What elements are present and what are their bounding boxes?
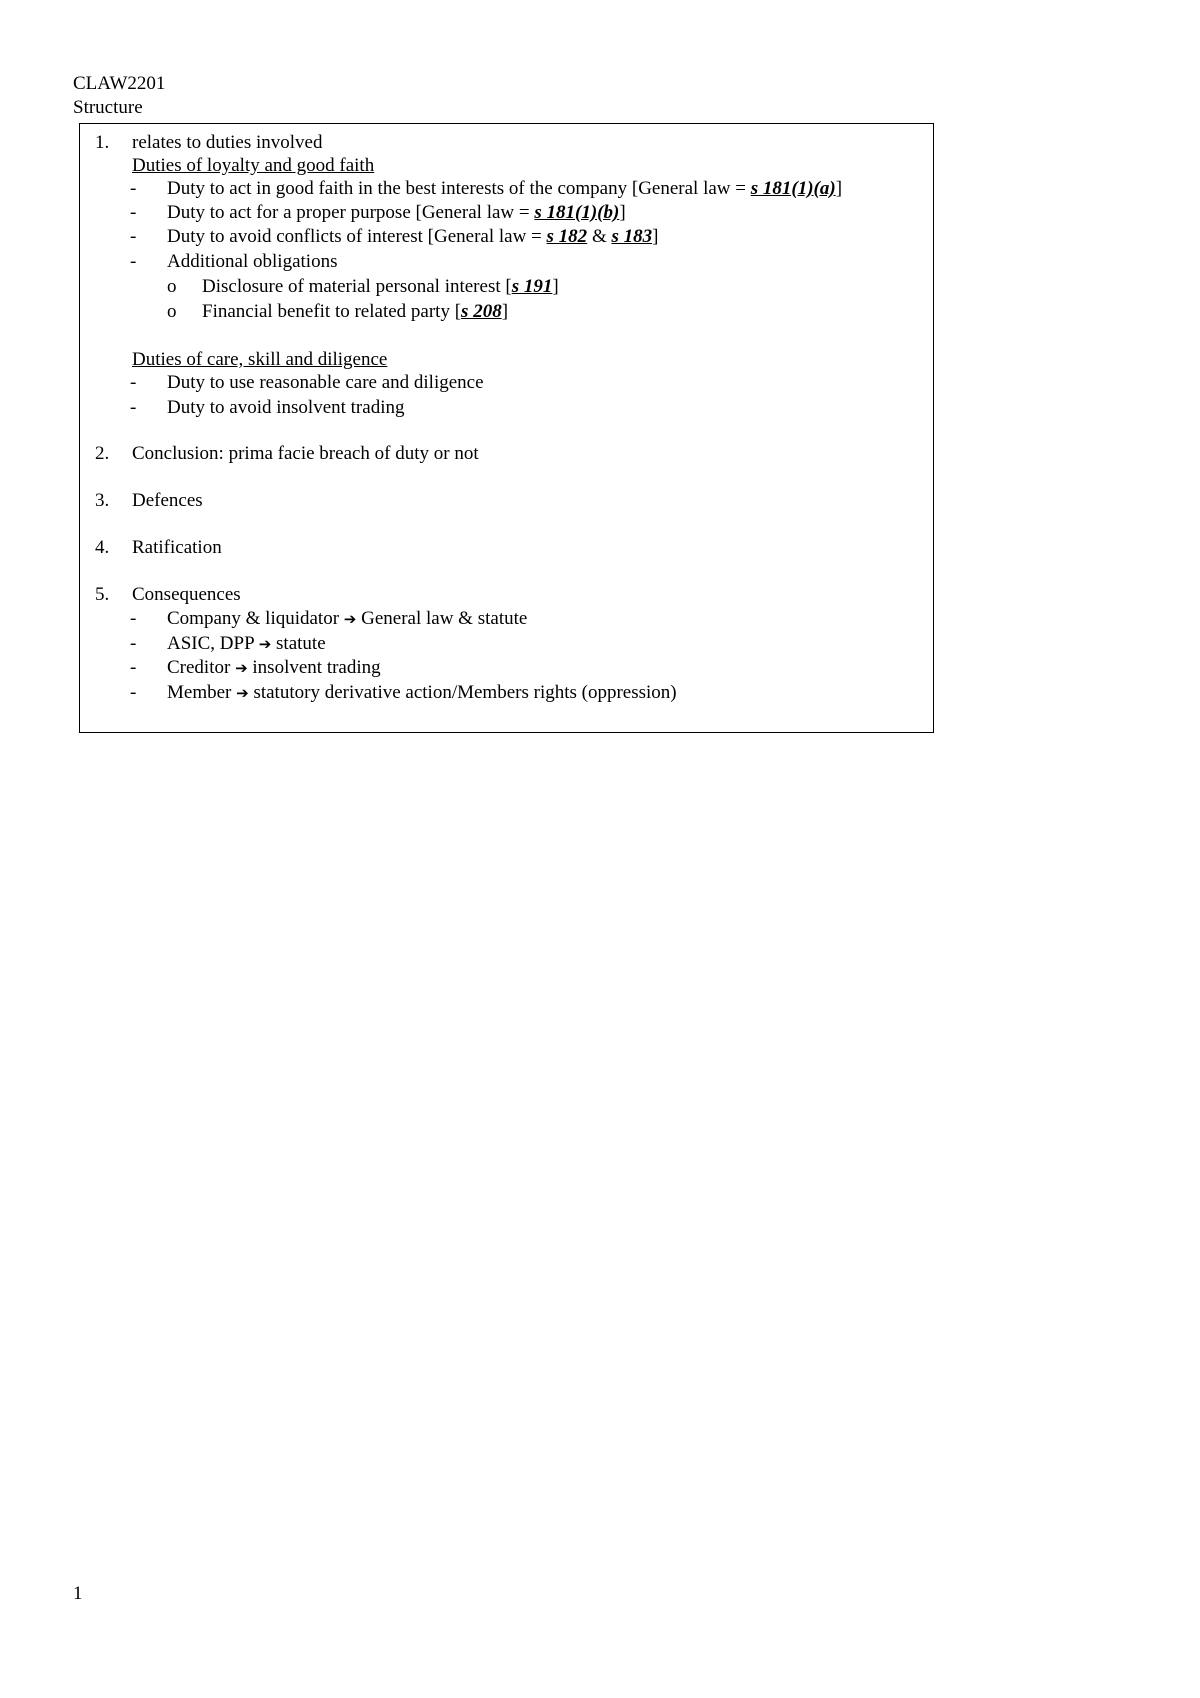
section-reference: s 183 <box>611 226 653 247</box>
dash-marker: - <box>130 633 137 654</box>
right-arrow-icon: ➔ <box>343 610 357 628</box>
dash-marker: - <box>130 682 137 703</box>
bullet-marker: o <box>167 301 177 322</box>
dash-marker: - <box>130 657 137 678</box>
section-reference: s 191 <box>511 276 553 297</box>
section-reference: s 208 <box>461 301 502 322</box>
structure-box <box>79 123 934 733</box>
item-text: Conclusion: prima facie breach of duty or not <box>132 443 479 464</box>
section-reference: s 181(1)(a) <box>750 178 836 199</box>
sub-item-text: Creditor ➔ insolvent trading <box>167 657 381 678</box>
dash-marker: - <box>130 226 137 247</box>
item-number: 5. <box>95 584 110 605</box>
item-text: relates to duties involved <box>132 132 323 153</box>
item-number: 2. <box>95 443 110 464</box>
sub-item-text: Additional obligations <box>167 251 338 272</box>
sub-item-text: Duty to avoid insolvent trading <box>167 397 405 418</box>
section-reference: s 182 <box>546 226 588 247</box>
document-title: Structure <box>73 97 143 118</box>
right-arrow-icon: ➔ <box>236 684 249 702</box>
dash-marker: - <box>130 608 137 629</box>
sub-item-text: Member ➔ statutory derivative action/Members rights (oppression) <box>167 682 677 703</box>
heading-text: Duties of care, skill and diligence <box>132 349 388 370</box>
item-text: Consequences <box>132 584 241 605</box>
dash-marker: - <box>130 178 137 199</box>
sub-item-text: Duty to use reasonable care and diligence <box>167 372 484 393</box>
heading-text: Duties of loyalty and good faith <box>132 155 375 176</box>
bullet-marker: o <box>167 276 177 297</box>
right-arrow-icon: ➔ <box>235 659 248 677</box>
dash-marker: - <box>130 251 137 272</box>
sub-item-text: Duty to act for a proper purpose [General law = s 181(1)(b)] <box>167 202 626 223</box>
sub-item-text: ASIC, DPP ➔ statute <box>167 633 326 654</box>
course-code: CLAW2201 <box>73 73 166 94</box>
item-text: Defences <box>132 490 203 511</box>
sub-item-text: Duty to act in good faith in the best interests of the company [General law = s 181(1)(a)] <box>167 178 843 199</box>
dash-marker: - <box>130 372 137 393</box>
bullet-text: Disclosure of material personal interest [s 191] <box>202 276 559 297</box>
page-header <box>73 72 165 120</box>
item-number: 4. <box>95 537 110 558</box>
sub-item-text: Company & liquidator ➔ General law & statute <box>167 608 528 629</box>
page-number: 1 <box>73 1583 83 1604</box>
section-reference: s 181(1)(b) <box>534 202 620 223</box>
bullet-text: Financial benefit to related party [s 208] <box>202 301 509 322</box>
sub-item-text: Duty to avoid conflicts of interest [General law = s 182 & s 183] <box>167 226 659 247</box>
dash-marker: - <box>130 202 137 223</box>
item-number: 3. <box>95 490 110 511</box>
item-number: 1. <box>95 132 110 153</box>
item-text: Ratification <box>132 537 222 558</box>
dash-marker: - <box>130 397 137 418</box>
right-arrow-icon: ➔ <box>258 635 272 653</box>
